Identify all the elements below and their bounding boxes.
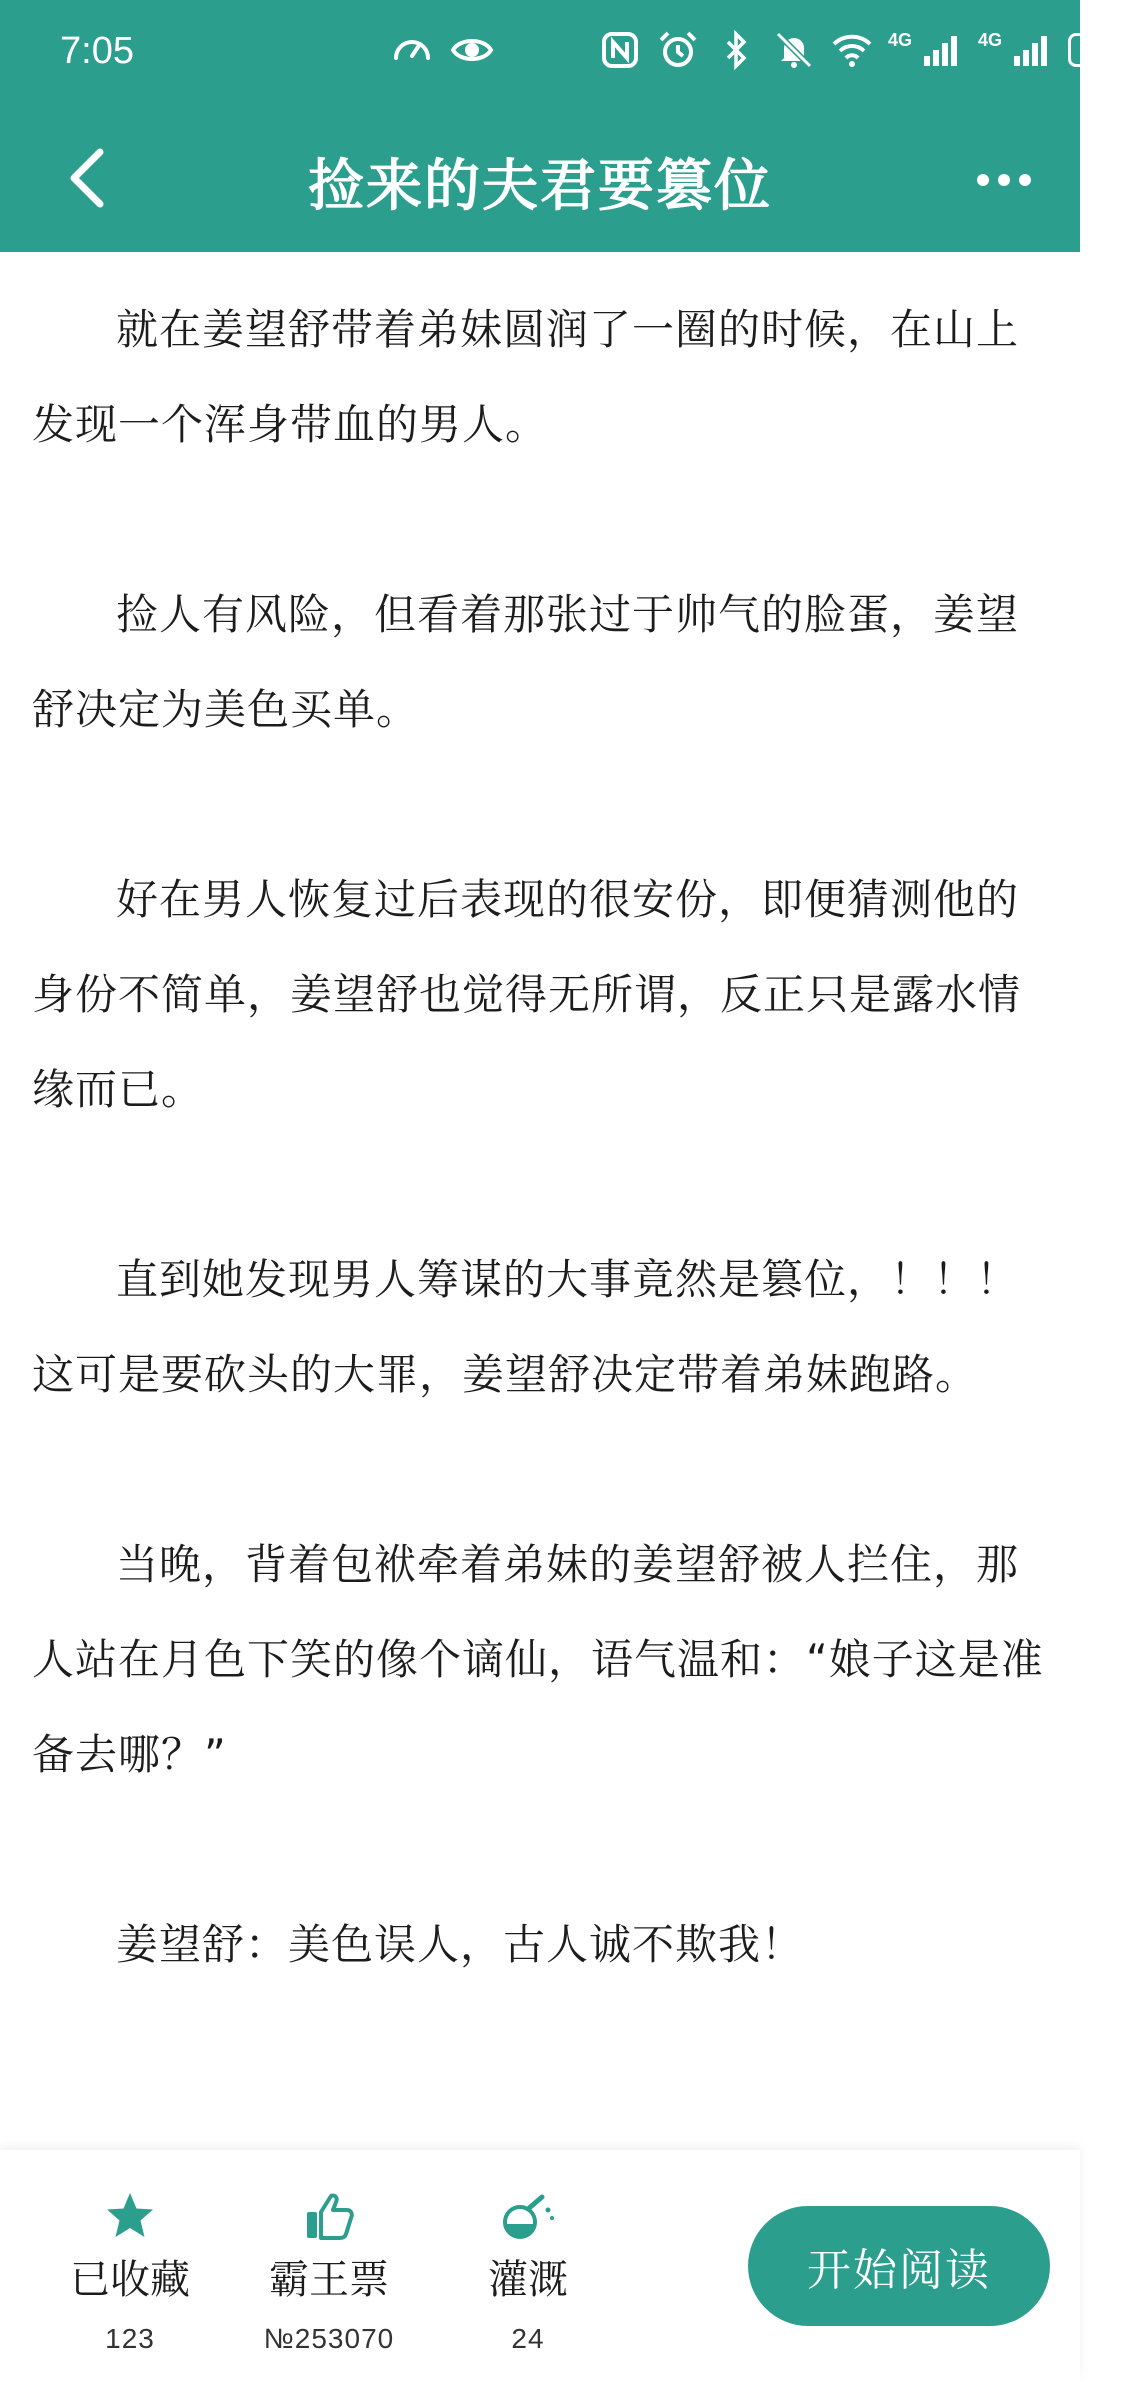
- intro-paragraph: 直到她发现男人筹谋的大事竟然是篡位，！！！这可是要砍头的大罪，姜望舒决定带着弟妹跑路。: [32, 1255, 1020, 1399]
- intro-paragraph: 捡人有风险，但看着那张过于帅气的脸蛋，姜望舒决定为美色买单。: [32, 590, 1020, 734]
- app-header: [0, 120, 1080, 240]
- start-reading-button[interactable]: 开始阅读: [748, 2206, 1050, 2326]
- ticket-count: №253070: [263, 2323, 395, 2354]
- more-dot: [998, 174, 1010, 186]
- nutrient-count: 24: [511, 2323, 545, 2354]
- star-icon: [102, 2188, 158, 2244]
- nutrient-label: 灌溉: [488, 2257, 568, 2303]
- status-time: 7:05: [60, 30, 134, 72]
- intro-paragraph: 好在男人恢复过后表现的很安份，即便猜测他的身份不简单，姜望舒也觉得无所谓，反正只是露水情缘而已。: [32, 875, 1022, 1114]
- network-type-2: 4G: [978, 30, 1003, 50]
- page-title: 捡来的夫君要篡位: [308, 154, 772, 219]
- watering-bottle-icon: [500, 2188, 556, 2244]
- collect-label: 已收藏: [70, 2257, 190, 2303]
- signal-icon: [920, 28, 964, 72]
- nutrient-button[interactable]: [438, 2188, 618, 2355]
- status-bar: [0, 0, 1117, 108]
- alarm-icon: [656, 28, 700, 72]
- status-icons-left: [390, 28, 494, 72]
- bell-off-icon: [772, 28, 816, 72]
- wifi-icon: [830, 28, 874, 72]
- collect-count: 123: [105, 2323, 155, 2354]
- thumbs-up-icon: [301, 2188, 357, 2244]
- more-button[interactable]: [968, 144, 1040, 216]
- more-dot: [977, 174, 989, 186]
- intro-paragraph: 姜望舒：美色误人，古人诚不欺我！: [116, 1920, 805, 1969]
- ticket-button[interactable]: [239, 2188, 419, 2355]
- collect-button[interactable]: [40, 2188, 220, 2355]
- ticket-label: 霸王票: [269, 2257, 389, 2303]
- status-icons-right: [598, 28, 1138, 72]
- top-bar: [0, 0, 1117, 252]
- intro-paragraph: 当晚，背着包袱牵着弟妹的姜望舒被人拦住，那人站在月色下笑的像个谪仙，语气温和：“娘子这是准备去哪？”: [32, 1540, 1044, 1779]
- nfc-icon: [598, 28, 642, 72]
- battery-icon: 74: [1068, 33, 1138, 67]
- speedometer-icon: [390, 28, 434, 72]
- eye-icon: [450, 28, 494, 72]
- book-intro: [0, 252, 1080, 2152]
- intro-paragraph: 就在姜望舒带着弟妹圆润了一圈的时候，在山上发现一个浑身带血的男人。: [32, 305, 1020, 449]
- network-type-1: 4G: [888, 30, 913, 50]
- bottom-action-bar: [0, 2150, 1080, 2382]
- bluetooth-icon: [714, 28, 758, 72]
- signal-icon: [1010, 28, 1054, 72]
- more-dot: [1019, 174, 1031, 186]
